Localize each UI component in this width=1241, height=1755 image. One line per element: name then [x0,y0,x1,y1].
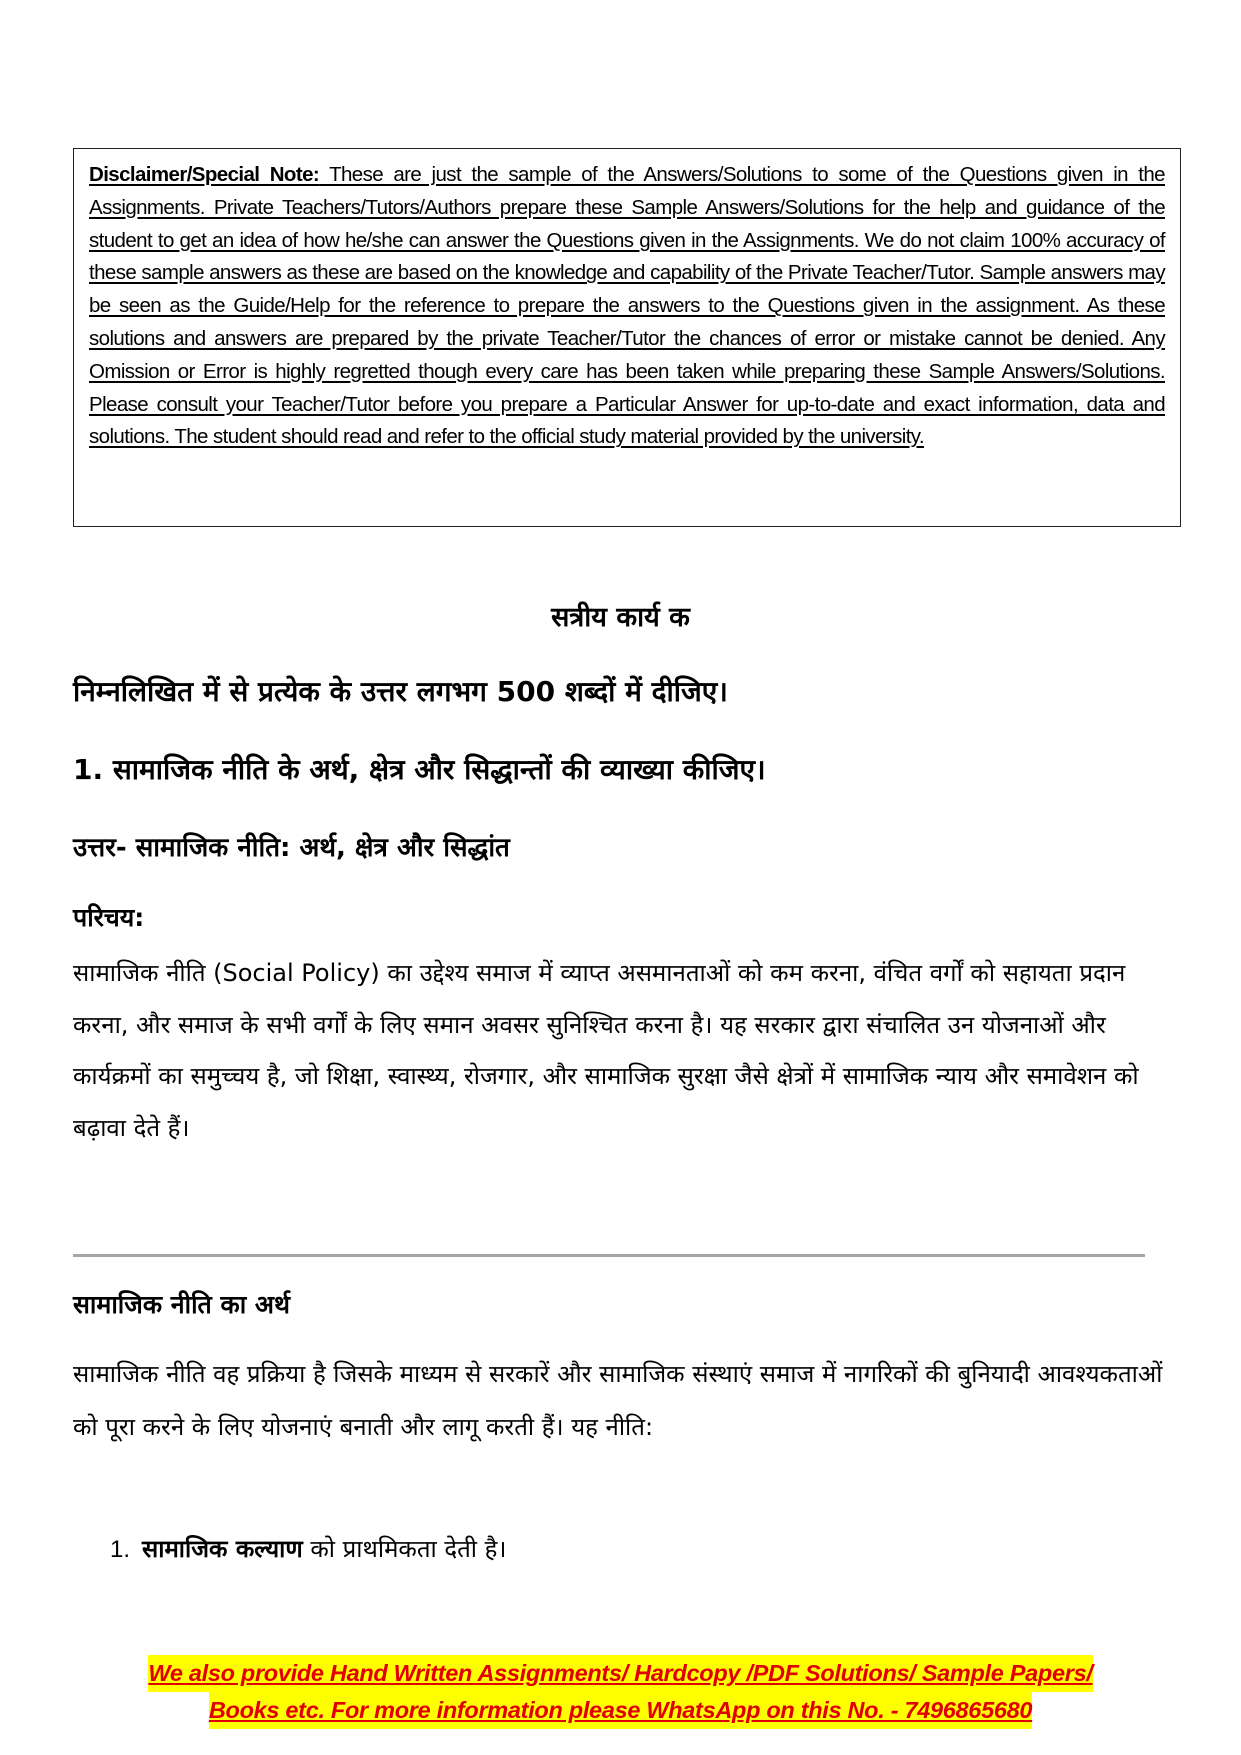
promo-line-1: We also provide Hand Written Assignments/ Hardcopy /PDF Solutions/ Sample Papers/ [148,1655,1092,1692]
intro-heading: परिचय: [73,903,145,932]
list-text: को प्राथमिकता देती है। [302,1535,507,1563]
disclaimer-box [73,148,1181,527]
disclaimer-body: These are just the sample of the Answers/Solutions to some of the Questions given in the Assignments. Private Teachers/Tutors/Authors prepare these Sample Answers/Solutions for the help and guidance of the student to get an idea of how he/she can answer the Questions given in the Assignments. We do not claim 100% accuracy of these sample answers as these are based on the knowledge and capability of the Private Teacher/Tutor. Sample answers may be seen as the Guide/Help for the reference to prepare the answers to the Questions given in the assignment. As these solutions and answers are prepared by the private Teacher/Tutor the chances of error or mistake cannot be denied. Any Omission or Error is highly regretted though every care has been taken while preparing these Sample Answers/Solutions. Please consult your Teacher/Tutor before you prepare a Particular Answer for up-to-date and exact information, data and solutions. The student should read and refer to the official study material provided by the university. [89,163,1165,449]
list-bold-text: सामाजिक कल्याण [142,1535,303,1563]
list-item [110,1532,506,1565]
list-number: 1. [110,1536,131,1563]
promo-banner [0,1655,1241,1729]
section-title: सत्रीय कार्य क [551,602,690,633]
question-heading: 1. सामाजिक नीति के अर्थ, क्षेत्र और सिद्धान्तों की व्याख्या कीजिए। [73,753,766,786]
meaning-paragraph: सामाजिक नीति वह प्रक्रिया है जिसके माध्यम से सरकारें और सामाजिक संस्थाएं समाज में नागरिकों की बुनियादी आवश्यकताओं को पूरा करने के लिए योजनाएं बनाती और लागू करती हैं। यह नीति: [73,1360,1163,1441]
horizontal-divider [73,1254,1145,1257]
instruction-heading: निम्नलिखित में से प्रत्येक के उत्तर लगभग 500 शब्दों में दीजिए। [73,675,728,708]
disclaimer-text [89,159,1165,454]
promo-line-2: Books etc. For more information please WhatsApp on this No. - 7496865680 [209,1692,1032,1729]
intro-paragraph: सामाजिक नीति (Social Policy) का उद्देश्य समाज में व्याप्त असमानताओं को कम करना, वंचित वर्गों को सहायता प्रदान करना, और समाज के सभी वर्गों के लिए समान अवसर सुनिश्चित करना है। यह सरकार द्वारा संचालित उन योजनाओं और कार्यक्रमों का समुच्चय है, जो शिक्षा, स्वास्थ्य, रोजगार, और सामाजिक सुरक्षा जैसे क्षेत्रों में सामाजिक न्याय और समावेशन को बढ़ावा देते हैं। [73,959,1139,1142]
answer-heading: उत्तर- सामाजिक नीति: अर्थ, क्षेत्र और सिद्धांत [73,833,510,863]
meaning-heading: सामाजिक नीति का अर्थ [73,1290,290,1319]
disclaimer-label: Disclaimer/Special Note: [89,163,320,186]
